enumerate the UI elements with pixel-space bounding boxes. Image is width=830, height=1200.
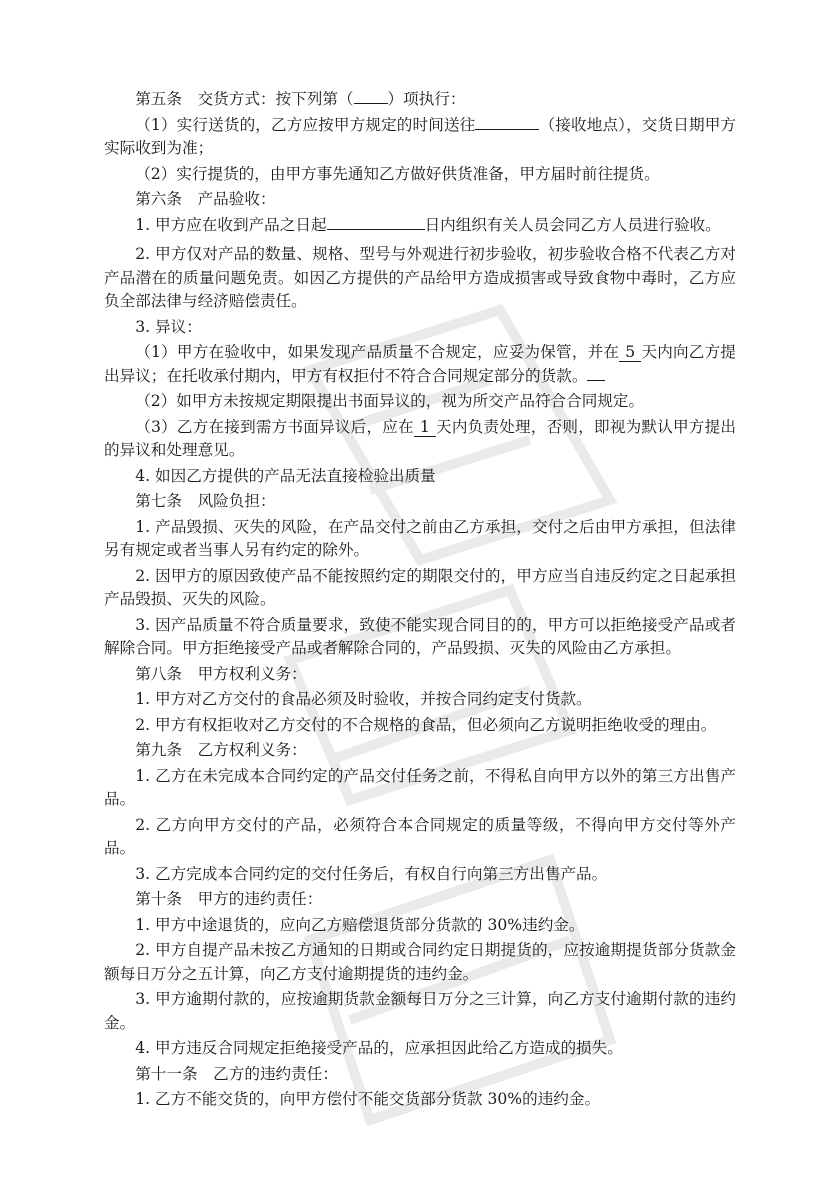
article-11-heading: 第十一条 乙方的违约责任： <box>135 1064 338 1083</box>
seller-rights-clause-1: 1. 乙方在未完成本合同约定的产品交付任务之前，不得私自向甲方以外的第三方出售产品。 <box>104 766 736 808</box>
buyer-liability-clause-1: 1. 甲方中途退货的，应向乙方赔偿退货部分货款的 30%违约金。 <box>135 915 585 934</box>
blank-field[interactable] <box>354 103 388 104</box>
blank-field[interactable] <box>587 380 605 381</box>
seller-rights-clause-3: 3. 乙方完成本合同约定的交付任务后，有权自行向第三方出售产品。 <box>135 864 608 883</box>
blank-field[interactable] <box>475 129 539 130</box>
seller-rights-clause-2: 2. 乙方向甲方交付的产品，必须符合本合同规定的质量等级，不得向甲方交付等外产品。 <box>104 815 736 857</box>
text-segment: （1）甲方在验收中，如果发现产品质量不合规定，应妥为保管，并在 <box>135 343 620 361</box>
buyer-rights-clause-1: 1. 甲方对乙方交付的食品必须及时验收，并按合同约定支付货款。 <box>135 690 592 708</box>
risk-clause-1: 1. 产品毁损、灭失的风险，在产品交付之前由乙方承担，交付之后由甲方承担，但法律另有规定或者当事人另有约定的除外。 <box>104 517 736 559</box>
delivery-option-1 <box>104 114 736 161</box>
seller-liability-clause-1: 1. 乙方不能交货的，向甲方偿付不能交货部分货款 30%的违约金。 <box>135 1090 601 1108</box>
blank-field-filled[interactable]: 5 <box>619 343 641 362</box>
text-segment: （接收地点），交货日期甲方实际收到为准； <box>104 115 737 157</box>
article-5-heading <box>104 88 736 112</box>
inspection-clause-1 <box>104 214 736 238</box>
inspection-clause-2: 2. 甲方仅对产品的数量、规格、型号与外观进行初步验收，初步验收合格不代表乙方对产品潜在的质量问题免责。如因乙方提供的产品给甲方造成损害或导致食物中毒时，乙方应负全部法律与经济赔偿责任。 <box>104 245 736 310</box>
blank-field-filled[interactable]: 1 <box>414 418 436 437</box>
delivery-option-2: （2）实行提货的，由甲方事先通知乙方做好供货准备，甲方届时前往提货。 <box>135 164 660 183</box>
article-6-heading: 第六条 产品验收： <box>135 190 276 208</box>
risk-clause-3: 3. 因产品质量不符合质量要求，致使不能实现合同目的的，甲方可以拒绝接受产品或者解除合同。甲方拒绝接受产品或者解除合同的，产品毁损、灭失的风险由乙方承担。 <box>104 615 736 657</box>
text-segment: ）项执行： <box>387 90 466 108</box>
contract-body <box>104 88 736 1114</box>
buyer-rights-clause-2: 2. 甲方有权拒收对乙方交付的不合规格的食品，但必须向乙方说明拒绝收受的理由。 <box>135 715 717 734</box>
objection-clause-1 <box>104 341 736 388</box>
objection-clause-3 <box>104 416 736 463</box>
article-10-heading: 第十条 甲方的违约责任： <box>135 890 323 908</box>
risk-clause-2: 2. 因甲方的原因致使产品不能按照约定的期限交付的，甲方应当自违反约定之日起承担产品毁损、灭失的风险。 <box>104 566 736 608</box>
objection-clause-2: （2）如甲方未按规定期限提出书面异议的，视为所交产品符合合同规定。 <box>135 392 645 410</box>
text-segment: 第五条 交货方式：按下列第（ <box>135 90 354 108</box>
buyer-liability-clause-2: 2. 甲方自提产品未按乙方通知的日期或合同约定日期提货的，应按逾期提货部分货款金额每日万分之五计算，向乙方支付逾期提货的违约金。 <box>104 941 736 983</box>
text-segment: 天内向乙方提出异议；在托收承付期内，甲方有权拒付不符合合同规定部分的货款。 <box>104 343 736 385</box>
blank-field[interactable] <box>327 229 425 230</box>
inspection-clause-3: 3. 异议： <box>135 317 202 336</box>
text-segment: 1. 甲方应在收到产品之日起 <box>135 215 327 234</box>
text-segment: 日内组织有关人员会同乙方人员进行验收。 <box>424 215 721 234</box>
text-segment: （1）实行送货的，乙方应按甲方规定的时间送往 <box>135 115 476 134</box>
text-segment: （3）乙方在接到需方书面异议后，应在 <box>135 417 414 436</box>
article-7-heading: 第七条 风险负担： <box>135 492 276 510</box>
buyer-liability-clause-4: 4. 甲方违反合同规定拒绝接受产品的，应承担因此给乙方造成的损失。 <box>135 1039 623 1057</box>
inspection-clause-4: 4. 如因乙方提供的产品无法直接检验出质量 <box>135 466 436 485</box>
buyer-liability-clause-3: 3. 甲方逾期付款的，应按逾期货款金额每日万分之三计算，向乙方支付逾期付款的违约金。 <box>104 990 736 1032</box>
text-segment: 天内负责处理，否则，即视为默认甲方提出的异议和处理意见。 <box>104 417 736 459</box>
article-9-heading: 第九条 乙方权利义务： <box>135 741 307 759</box>
article-8-heading: 第八条 甲方权利义务： <box>135 664 307 683</box>
